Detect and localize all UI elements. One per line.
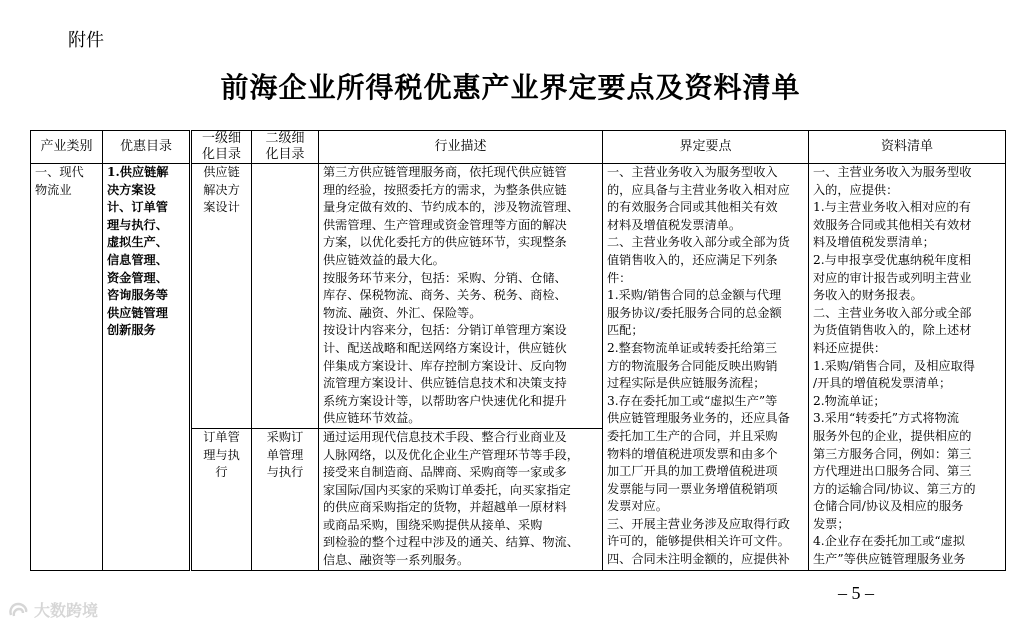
page-number: – 5 – <box>838 583 874 603</box>
cell-level2-design <box>252 164 319 429</box>
document-title: 前海企业所得税优惠产业界定要点及资料清单 <box>220 71 801 104</box>
cell-desc-order: 通过运用现代信息技术手段、整合行业商业及 人脉网络，以及优化企业生产管理环节等手段， 接受来自制造商、品牌商、采购商等一家或多 家国际/国内买家的采购订单委托，向买家指定 的供应商采购指定的货物，并超越单一原材料 或商品采购，围绕采购提供从接单、采购 到检验的整个过程中涉及的通关、结算、物流、 信息、融资等一系列服务。 <box>319 428 603 570</box>
watermark-text: 大数跨境 <box>34 601 99 620</box>
industry-table <box>30 130 1006 571</box>
header-points: 界定要点 <box>603 131 809 164</box>
attachment-label: 附件 <box>68 30 104 51</box>
cell-desc-design: 第三方供应链管理服务商，依托现代供应链管 理的经验，按照委托方的需求，为整条供应链 量身定做有效的、节约成本的，涉及物流管理、 供需管理、生产管理或资金管理等方面的解决 方案，以优化委托方的供应链环节，实现整条 供应链效益的最大化。 按服务环节来分，包括：采购、分销、仓储、 库存、保税物流、商务、关务、税务、商检、 物流、融资、外汇、保险等。 按设计内容来分，包括：分销订单管理方案设 计、配送战略和配送网络方案设计，供应链伙 伴集成方案设计、库存控制方案设计、反向物 流管理方案设计、供应链信息技术和决策支持 系统方案设计等，以帮助客户快速优化和提升 供应链环节效益。 <box>319 164 603 429</box>
header-industry: 产业类别 <box>31 131 103 164</box>
cell-materials: 一、主营业务收入为服务型收 入的，应提供： 1.与主营业务收入相对应的有 效服务合同或其他相关有效材 料及增值税发票清单； 2.与申报享受优惠纳税年度相 对应的审计报告或列明主营业 务收入的财务报表。 二、主营业务收入部分或全部 为货值销售收入的，除上述材 料还应提供： 1.采购/销售合同，及相应取得 /开具的增值税发票清单； 2.物流单证； 3.采用“转委托”方式将物流 服务外包的企业，提供相应的 第三方服务合同，例如：第三 方代理进出口服务合同、第三 方的运输合同/协议、第三方的 仓储合同/协议及相应的服务 发票； 4.企业存在委托加工或“虚拟 生产”等供应链管理服务业务 <box>809 164 1006 571</box>
watermark-logo-icon <box>8 601 30 619</box>
cell-level2-order: 采购订 单管理 与执行 <box>252 428 319 570</box>
table-header-row <box>31 131 1006 164</box>
cell-points: 一、主营业务收入为服务型收入 的，应具备与主营业务收入相对应 的有效服务合同或其他相关有效 材料及增值税发票清单。 二、主营业务收入部分或全部为货 值销售收入的，还应满足下列条 件： 1.采购/销售合同的总金额与代理 服务协议/委托服务合同的总金额 匹配； 2.整套物流单证或转委托给第三 方的物流服务合同能反映出购销 过程实际是供应链服务流程； 3.存在委托加工或“虚拟生产”等 供应链管理服务业务的，还应具备 委托加工生产的合同，并且采购 物料的增值税进项发票和由多个 加工厂开具的加工费增值税进项 发票能与同一票业务增值税销项 发票对应。 三、开展主营业务涉及应取得行政 许可的，能够提供相关许可文件。 四、合同未注明金额的，应提供补 <box>603 164 809 571</box>
cell-industry: 一、现代 物流业 <box>31 164 103 571</box>
cell-level1-order: 订单管 理与执 行 <box>191 428 252 570</box>
header-level1: 一级细 化目录 <box>191 131 252 164</box>
header-level2: 二级细 化目录 <box>252 131 319 164</box>
header-materials: 资料清单 <box>809 131 1006 164</box>
cell-catalog: 1.供应链解 决方案设 计、订单管 理与执行、 虚拟生产、 信息管理、 资金管理、 咨询服务等 供应链管理 创新服务 <box>103 164 191 571</box>
watermark <box>8 598 98 621</box>
header-desc: 行业描述 <box>319 131 603 164</box>
cell-level1-design: 供应链 解决方 案设计 <box>191 164 252 429</box>
table-row <box>31 164 1006 429</box>
header-catalog: 优惠目录 <box>103 131 191 164</box>
